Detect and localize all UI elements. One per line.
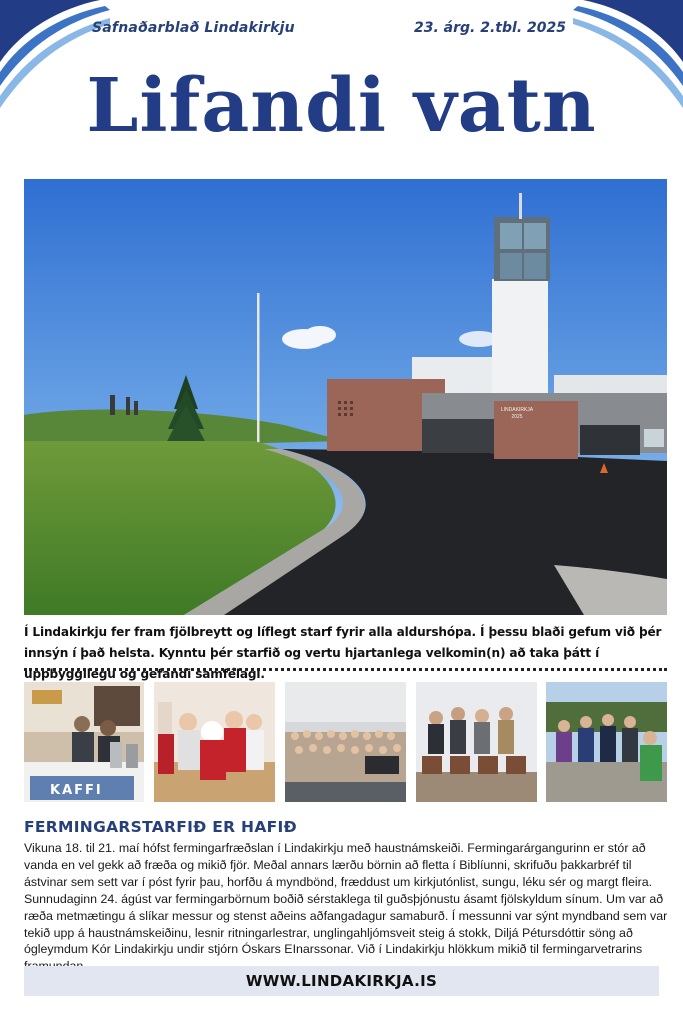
photo-choir-children: [285, 682, 406, 802]
photo-outdoor-group: [546, 682, 667, 802]
hero-photo-church: [24, 179, 667, 615]
photo-santa-group: [154, 682, 275, 802]
photo-coffee-table: [24, 682, 144, 802]
article-title: FERMINGARSTARFIÐ ER HAFIÐ: [24, 818, 297, 836]
photo-strip: [24, 682, 667, 802]
article-body: Vikuna 18. til 21. maí hófst fermingarfræðslan í Lindakirkju með haustnámskeiði. Fermingarárgangurinn er stór að vanda en vel gekk að fræða og mikið fjör. Meðal annars lærðu börnin að fletta í Biblíunni, skrifuðu þakkarbréf til ástvinar sem sett var í póst fyrir þau, horfðu á myndbönd, fræddust um kirkjutónlist, sungu, léku sér og margt fleira. Sunnudaginn 24. ágúst var fermingarbörnum boðið sérstaklega til guðsþjónustu ásamt fjölskyldum sínum. Um var að ræða metmætingu á slíkar messur og stenst aðeins aðfangadagur samaburð. Í messunni var sýnt myndband sem var tekið upp á haustnámskeiðinu, lesnir ritningarlestrar, unglingahljómsveit steig á stokk, Diljá Pétursdóttir söng að ógleymdum Kór Lindakirkju undir stjórn Óskars EInarssonar. Við í Lindakirkju hlökkum mikið til fermingarvetrarins: [24, 841, 668, 957]
coffee-banner-text: KAFFI: [50, 783, 103, 798]
intro-text: Í Lindakirkju fer fram fjölbreytt og líflegt starf fyrir alla aldurshópa. Í þessu blaði gefum við þér innsýn í það helsta. Kynntu þér starfið og vertu hjartanlega velkomin(n) að taka þátt í uppbyggilegu og gefandi samfélagi.: [24, 625, 662, 681]
issue-info: 23. árg. 2.tbl. 2025: [414, 20, 566, 36]
church-sign: LINDAKIRKJA: [500, 407, 534, 413]
church-sign-year: 2025: [511, 414, 523, 420]
photo-youth-hall: [416, 682, 537, 802]
publication-name: Safnaðarblað Lindakirkju: [92, 20, 295, 36]
masthead-title: Lifandi vatn: [86, 63, 597, 149]
dotted-divider: [24, 668, 667, 671]
website-link[interactable]: WWW.LINDAKIRKJA.IS: [245, 972, 438, 990]
footer-bar: [24, 966, 659, 996]
